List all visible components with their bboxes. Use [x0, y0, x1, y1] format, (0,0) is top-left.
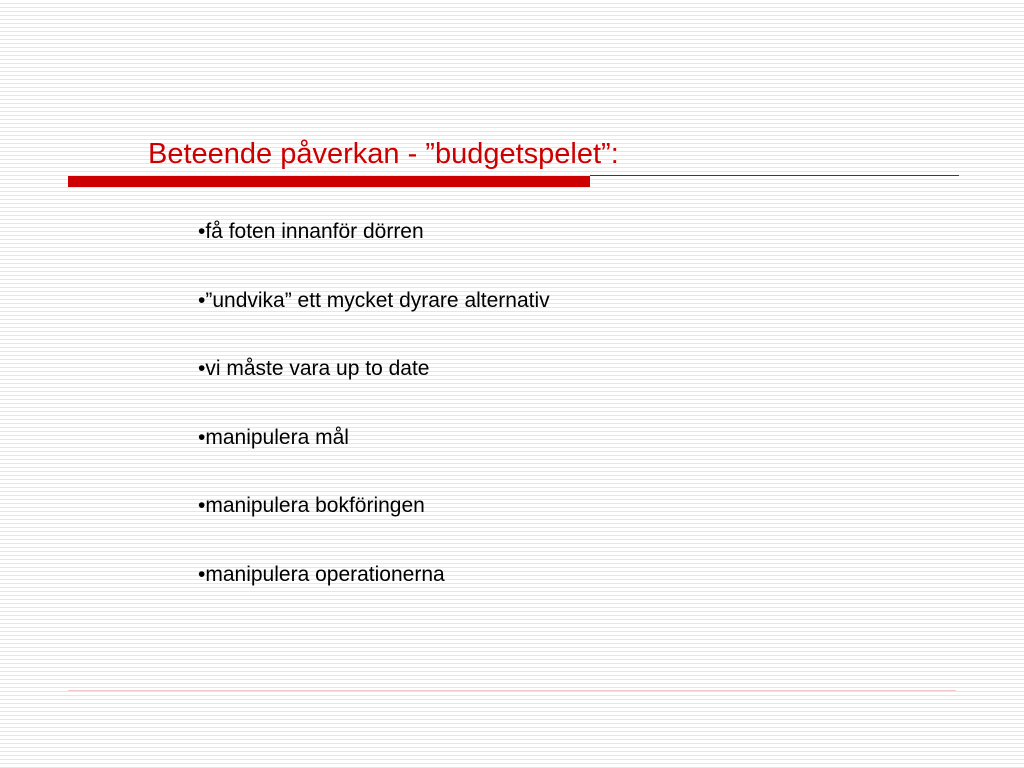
bullet-list	[198, 216, 550, 627]
bullet-item: •manipulera operationerna	[198, 562, 445, 586]
footer-divider	[68, 690, 956, 691]
bullet-item: •vi måste vara up to date	[198, 357, 430, 380]
bullet-item: •manipulera bokföringen	[198, 494, 425, 517]
slide-title: Beteende påverkan - ”budgetspelet”:	[148, 138, 619, 170]
bullet-item: •manipulera mål	[198, 425, 349, 449]
bullet-item: •få foten innanför dörren	[198, 220, 424, 243]
title-underline-thin	[590, 175, 959, 176]
title-underline-thick	[68, 176, 590, 187]
bullet-item: •”undvika” ett mycket dyrare alternativ	[198, 288, 550, 312]
